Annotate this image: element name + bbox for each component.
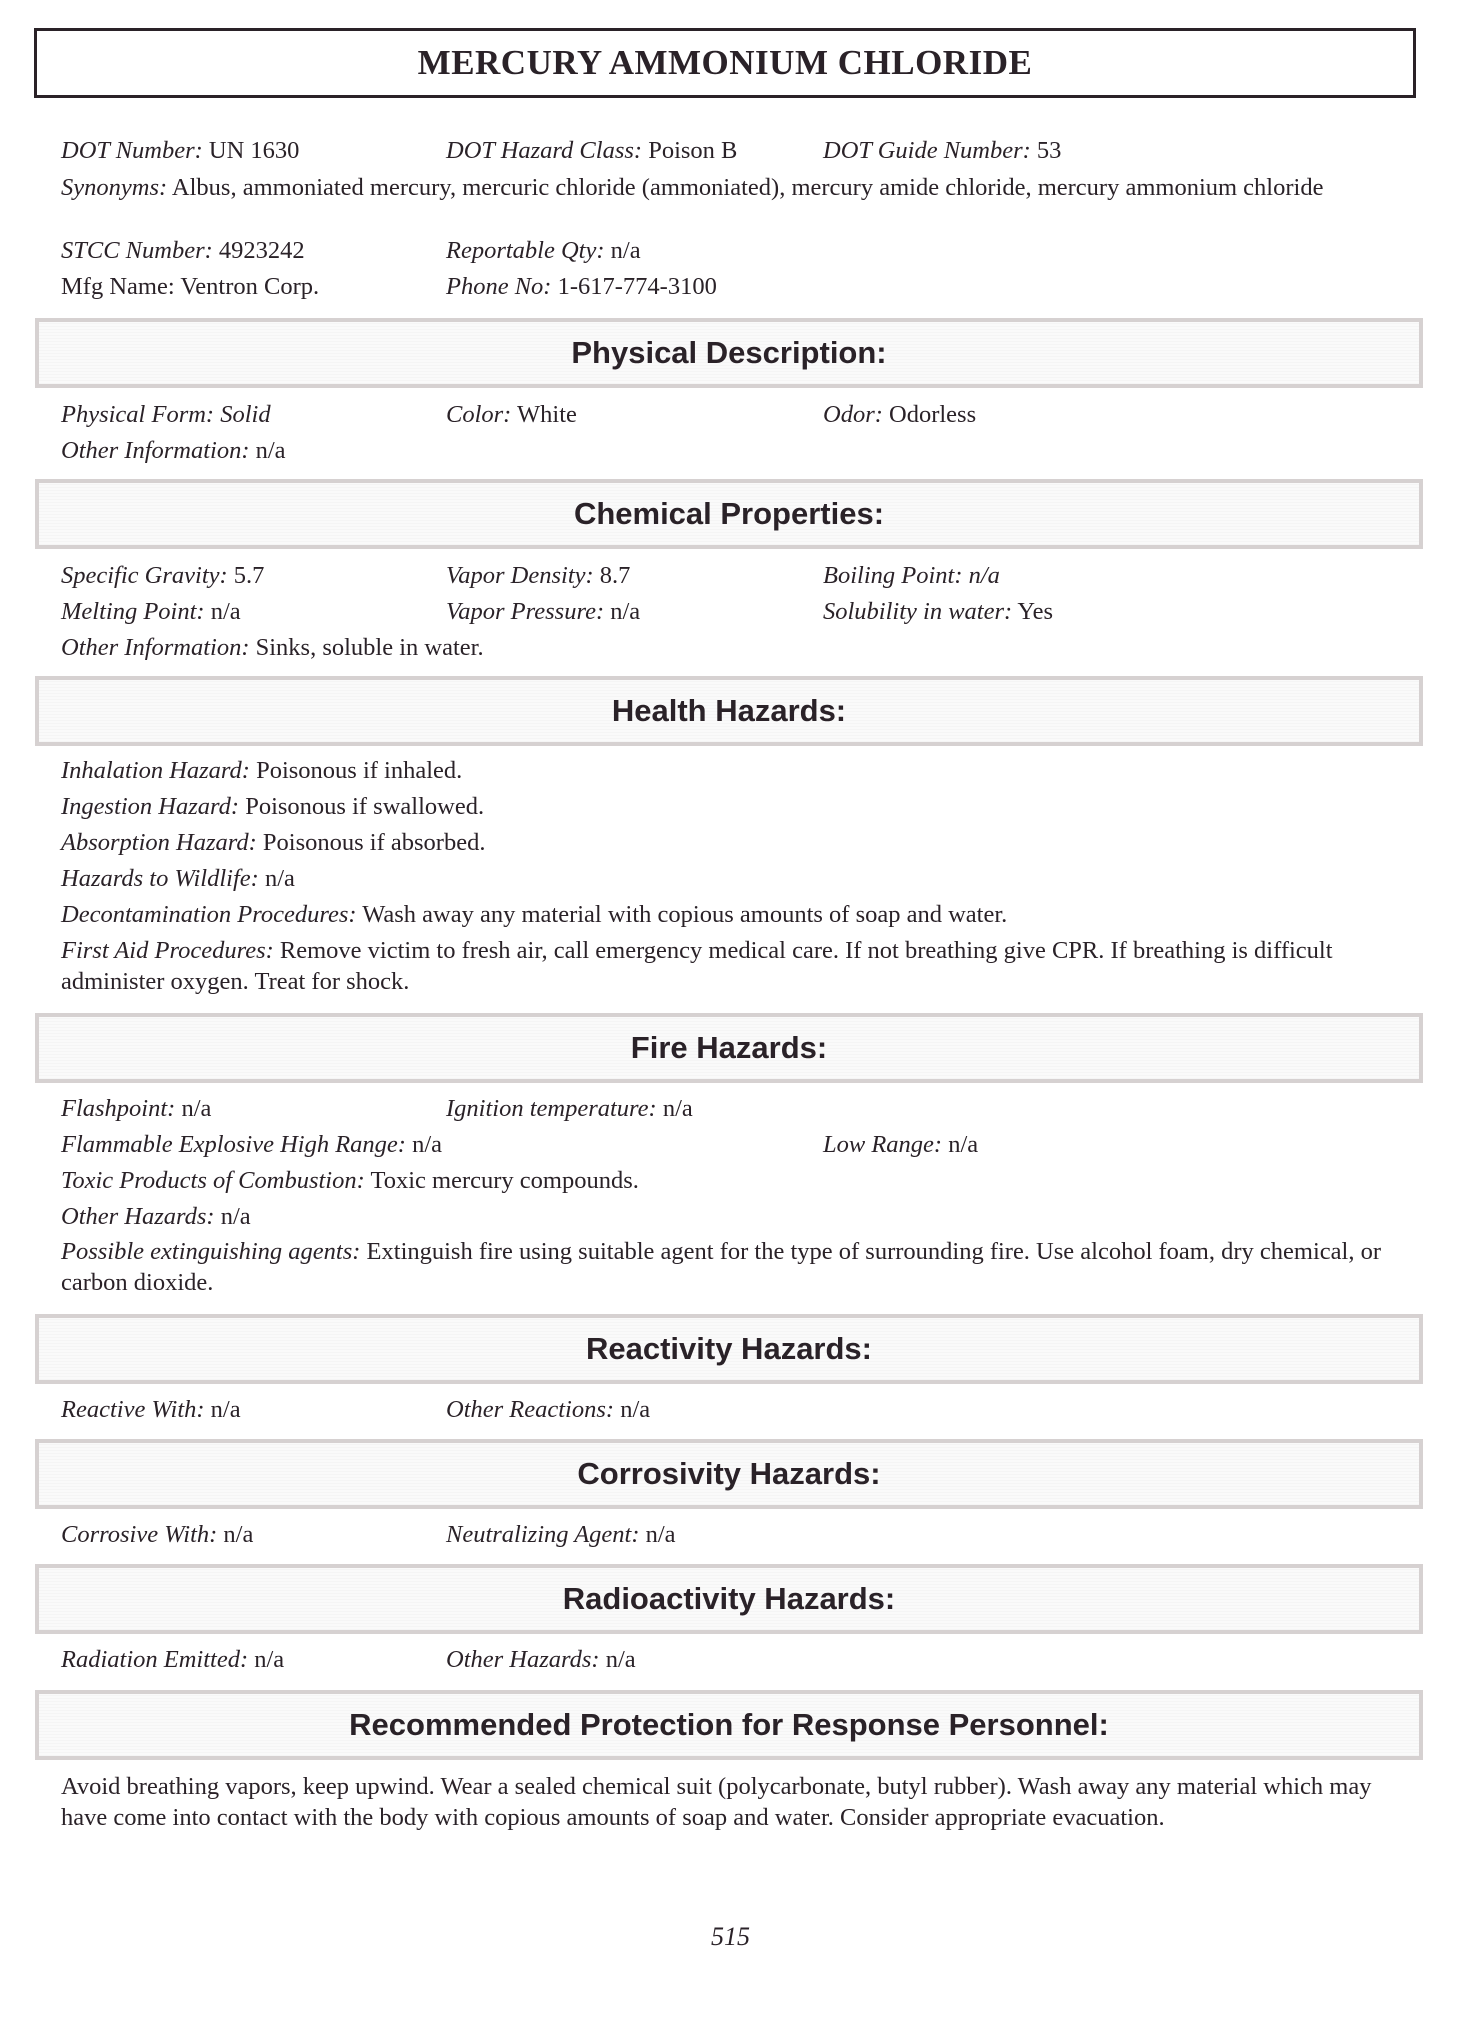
health-hazards-band xyxy=(35,676,1423,746)
dot-guide-number: DOT Guide Number: 53 xyxy=(823,137,1062,164)
mfg-name: Mfg Name: Ventron Corp. xyxy=(61,273,320,300)
fire-other-hazards: Other Hazards: n/a xyxy=(61,1203,251,1230)
first-aid-procedures: First Aid Procedures: Remove victim to fresh air, call emergency medical care. If not breathing give CPR. If breathing is difficult administer oxygen. Treat for shock. xyxy=(61,937,1333,995)
page-number: 515 xyxy=(711,1922,750,1951)
physical-other-info: Other Information: n/a xyxy=(61,437,286,464)
radiation-emitted: Radiation Emitted: n/a xyxy=(61,1646,285,1673)
radioactivity-hazards-band xyxy=(35,1564,1423,1634)
fire-hazards-band xyxy=(35,1013,1423,1083)
protection-band xyxy=(35,1690,1423,1760)
neutralizing-agent: Neutralizing Agent: n/a xyxy=(446,1521,676,1548)
absorption-hazard: Absorption Hazard: Poisonous if absorbed. xyxy=(61,829,486,856)
dot-number: DOT Number: UN 1630 xyxy=(61,137,300,164)
boiling-point: Boiling Point: n/a xyxy=(823,562,1000,589)
corrosivity-hazards-band xyxy=(35,1439,1423,1509)
specific-gravity: Specific Gravity: 5.7 xyxy=(61,562,265,589)
health-hazards-heading: Health Hazards: xyxy=(611,693,847,728)
decontamination-procedures: Decontamination Procedures: Wash away any material with copious amounts of soap and water. xyxy=(61,901,1008,928)
vapor-pressure: Vapor Pressure: n/a xyxy=(446,598,641,625)
melting-point: Melting Point: n/a xyxy=(61,598,241,625)
vapor-density: Vapor Density: 8.7 xyxy=(446,562,631,589)
color: Color: White xyxy=(446,401,577,428)
dot-hazard-class: DOT Hazard Class: Poison B xyxy=(446,137,738,164)
physical-description-heading: Physical Description: xyxy=(571,335,887,370)
radioactivity-other-hazards: Other Hazards: n/a xyxy=(446,1646,636,1673)
ignition-temperature: Ignition temperature: n/a xyxy=(446,1095,693,1122)
inhalation-hazard: Inhalation Hazard: Poisonous if inhaled. xyxy=(61,757,463,784)
physical-description-band xyxy=(35,318,1423,388)
chemical-properties-heading: Chemical Properties: xyxy=(573,496,885,531)
fire-hazards-heading: Fire Hazards: xyxy=(630,1030,828,1065)
chemical-properties-band xyxy=(35,479,1423,549)
solubility: Solubility in water: Yes xyxy=(823,598,1054,625)
other-reactions: Other Reactions: n/a xyxy=(446,1396,651,1423)
chemical-other-info: Other Information: Sinks, soluble in water. xyxy=(61,634,484,661)
flashpoint: Flashpoint: n/a xyxy=(61,1095,212,1122)
low-range: Low Range: n/a xyxy=(823,1131,979,1158)
stcc-number: STCC Number: 4923242 xyxy=(61,237,305,264)
wildlife-hazard: Hazards to Wildlife: n/a xyxy=(61,865,295,892)
page-title: MERCURY AMMONIUM CHLORIDE xyxy=(417,43,1033,82)
ingestion-hazard: Ingestion Hazard: Poisonous if swallowed. xyxy=(61,793,485,820)
protection-heading: Recommended Protection for Response Personnel: xyxy=(349,1707,1109,1742)
extinguishing-agents: Possible extinguishing agents: Extinguish fire using suitable agent for the type of surrounding fire. Use alcohol foam, dry chemical, or carbon dioxide. xyxy=(61,1238,1381,1296)
reactivity-hazards-band xyxy=(35,1314,1423,1384)
reportable-qty: Reportable Qty: n/a xyxy=(446,237,641,264)
title-box xyxy=(34,28,1416,98)
protection-text: Avoid breathing vapors, keep upwind. Wear a sealed chemical suit (polycarbonate, butyl rubber). Wash away any material which may have come into contact with the body with copious amounts of soap and water. Consider appropriate evacuation. xyxy=(61,1773,1372,1831)
corrosivity-hazards-heading: Corrosivity Hazards: xyxy=(577,1456,881,1491)
phone-number: Phone No: 1-617-774-3100 xyxy=(446,273,717,300)
synonyms: Synonyms: Albus, ammoniated mercury, mercuric chloride (ammoniated), mercury amide chloride, mercury ammonium chloride xyxy=(61,174,1324,201)
corrosive-with: Corrosive With: n/a xyxy=(61,1521,254,1548)
flammable-high-range: Flammable Explosive High Range: n/a xyxy=(61,1131,443,1158)
reactivity-hazards-heading: Reactivity Hazards: xyxy=(585,1331,872,1366)
physical-form: Physical Form: Solid xyxy=(61,401,271,428)
toxic-products: Toxic Products of Combustion: Toxic mercury compounds. xyxy=(61,1167,639,1194)
reactive-with: Reactive With: n/a xyxy=(61,1396,241,1423)
radioactivity-hazards-heading: Radioactivity Hazards: xyxy=(562,1581,896,1616)
odor: Odor: Odorless xyxy=(823,401,977,428)
